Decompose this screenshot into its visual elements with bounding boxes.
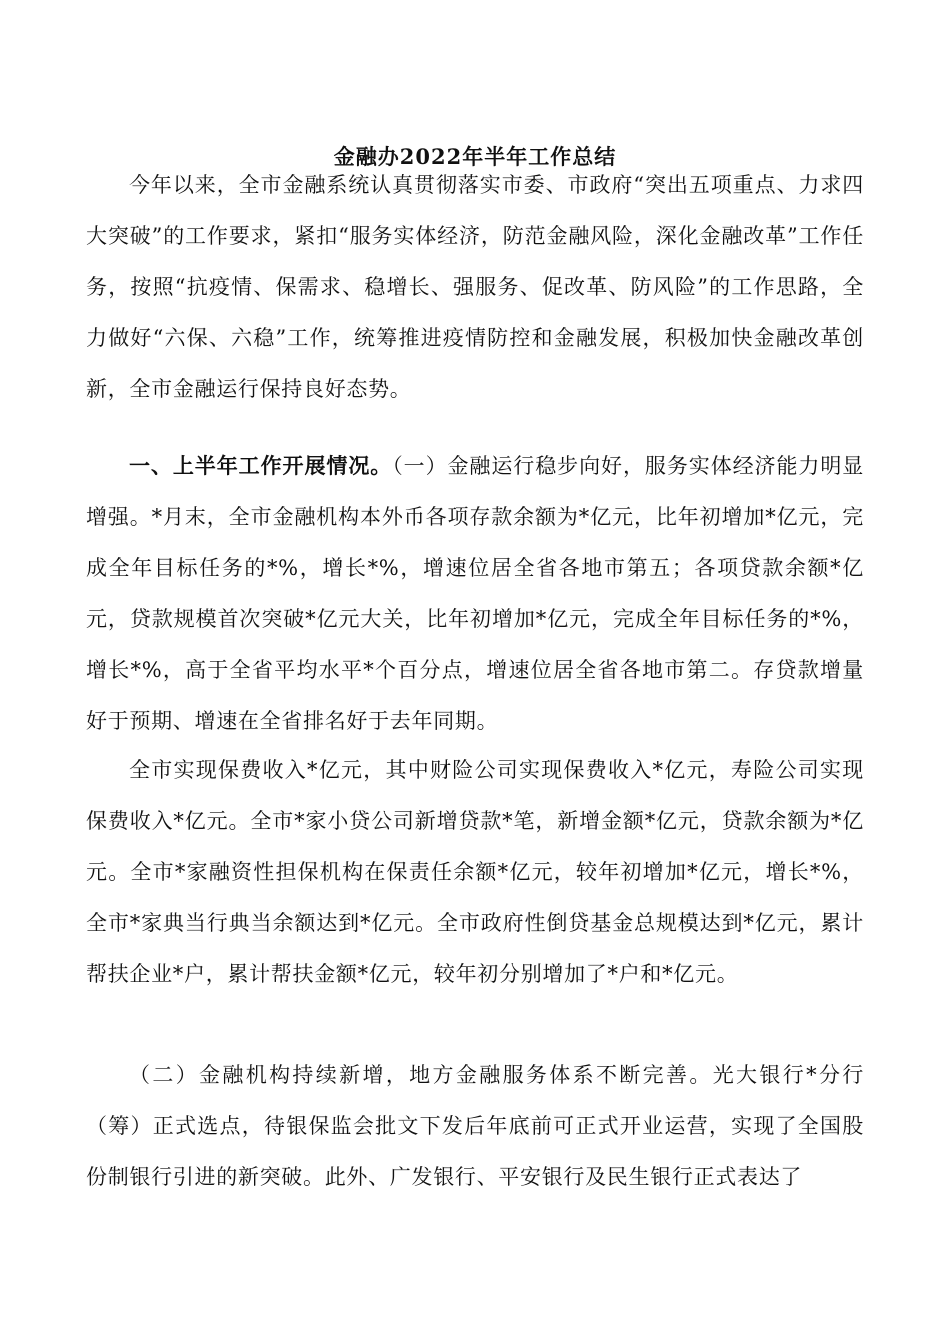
- paragraph-text: 今年以来，全市金融系统认真贯彻落实市委、市政府“突出五项重点、力求四大突破”的工作要求，紧扣“服务实体经济，防范金融风险，深化金融改革”工作任务，按照“抗疫情、保需求、稳增长、强服务、促改革、防风险”的工作思路，全力做好“六保、六稳”工作，统筹推进疫情防控和金融发展，积极加快金融改革创新，全市金融运行保持良好态势。: [86, 173, 864, 401]
- document-title: 金融办2022年半年工作总结: [333, 144, 617, 169]
- paragraph-intro: [86, 160, 864, 415]
- paragraph-text: （二）金融机构持续新增，地方金融服务体系不断完善。光大银行*分行（筹）正式选点，待银保监会批文下发后年底前可正式开业运营，实现了全国股份制银行引进的新突破。此外、广发银行、平安银行及民生银行正式表达了: [86, 1063, 864, 1189]
- paragraph-text: 全市实现保费收入*亿元，其中财险公司实现保费收入*亿元，寿险公司实现保费收入*亿元。全市*家小贷公司新增贷款*笔，新增金额*亿元，贷款余额为*亿元。全市*家融资性担保机构在保责任余额*亿元，较年初增加*亿元，增长*%，全市*家典当行典当余额达到*亿元。全市政府性倒贷基金总规模达到*亿元，累计帮扶企业*户，累计帮扶金额*亿元，较年初分别增加了*户和*亿元。: [86, 758, 864, 986]
- section-heading: 一、上半年工作开展情况。: [129, 453, 393, 478]
- paragraph-text: （一）金融运行稳步向好，服务实体经济能力明显增强。*月末，全市金融机构本外币各项存款余额为*亿元，比年初增加*亿元，完成全年目标任务的*%，增长*%，增速位居全省各地市第五；各项贷款余额*亿元，贷款规模首次突破*亿元大关，比年初增加*亿元，完成全年目标任务的*%，增长*%，高于全省平均水平*个百分点，增速位居全省各地市第二。存贷款增量好于预期、增速在全省排名好于去年同期。: [86, 454, 864, 733]
- paragraph-institutions: [86, 1050, 864, 1203]
- paragraph-section-one: [86, 440, 864, 747]
- paragraph-insurance: [86, 745, 864, 1000]
